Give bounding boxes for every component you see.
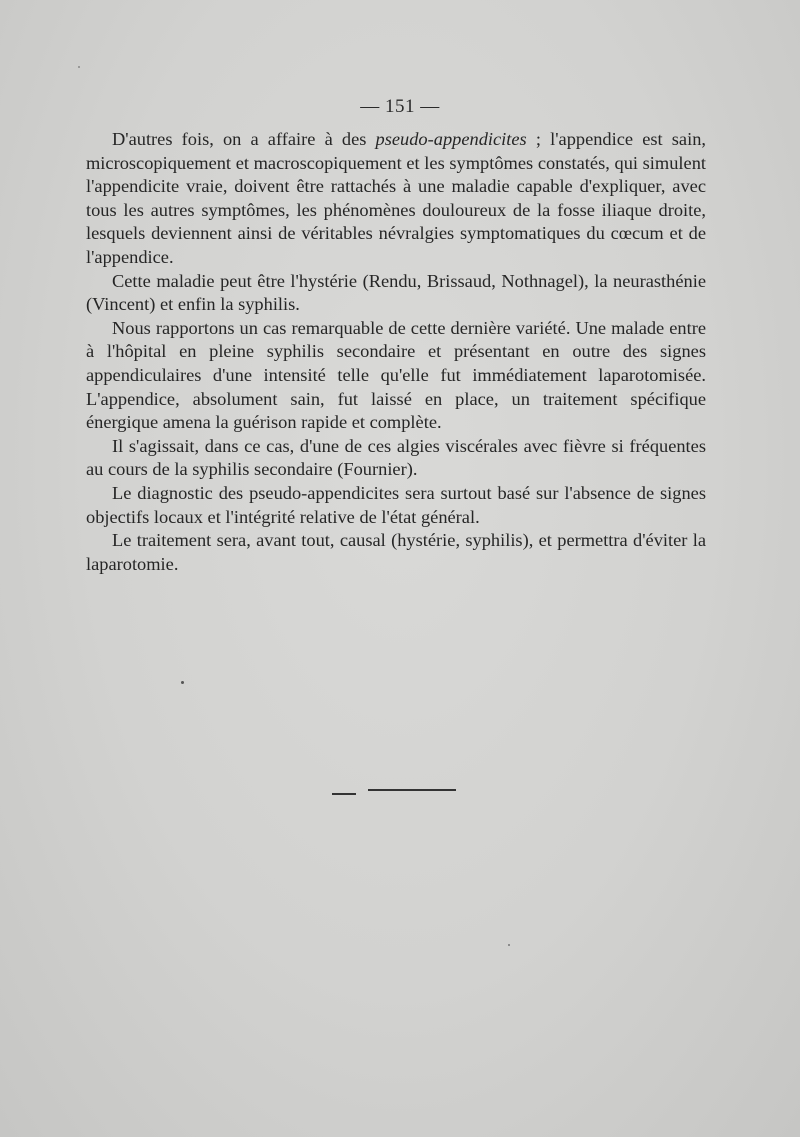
paper-speck	[78, 66, 80, 68]
paragraph-pseudo-appendicites	[86, 128, 706, 270]
paragraph-1-lead: D'autres fois, on a affaire à des	[112, 129, 376, 149]
italic-term: pseudo-appendicites	[375, 129, 527, 149]
end-rule-long	[368, 789, 456, 791]
paragraph-1-rest: ; l'appendice est sain, microscopiquement et macroscopiquement et les symptômes constatés, qui simulent l'appendicite vraie, doivent être rattachés à une maladie capable d'expliquer, avec tous les autres symptômes, les phénomènes douloureux de la fosse iliaque droite, lesquels deviennent ainsi de véritables névralgies symptomatiques du cœcum et de l'appendice.	[86, 129, 706, 267]
paragraph-visceral-algies: Il s'agissait, dans ce cas, d'une de ces algies viscérales avec fièvre si fréquentes au cours de la syphilis secondaire (Fournier).	[86, 435, 706, 480]
paragraph-diagnosis: Le diagnostic des pseudo-appendicites sera surtout basé sur l'absence de signes objectifs locaux et l'intégrité relative de l'état général.	[86, 482, 706, 527]
paper-speck	[508, 944, 510, 946]
page-number: — 151 —	[360, 96, 440, 117]
body-text	[86, 128, 706, 576]
paragraph-treatment: Le traitement sera, avant tout, causal (hystérie, syphilis), et permettra d'éviter la laparotomie.	[86, 530, 706, 574]
paragraph-case-report: Nous rapportons un cas remarquable de cette dernière variété. Une malade entre à l'hôpital en pleine syphilis secondaire et présentant en outre des signes appendiculaires d'une intensité telle qu'elle fut immédiatement laparotomisée. L'appendice, absolument sain, fut laissé en place, un traitement spécifique énergique amena la guérison rapide et complète.	[86, 317, 706, 433]
end-rule-short	[332, 793, 356, 795]
paragraph-causes: Cette maladie peut être l'hystérie (Rendu, Brissaud, Nothnagel), la neurasthénie (Vincent) et enfin la syphilis.	[86, 270, 706, 315]
paper-speck	[181, 681, 184, 684]
